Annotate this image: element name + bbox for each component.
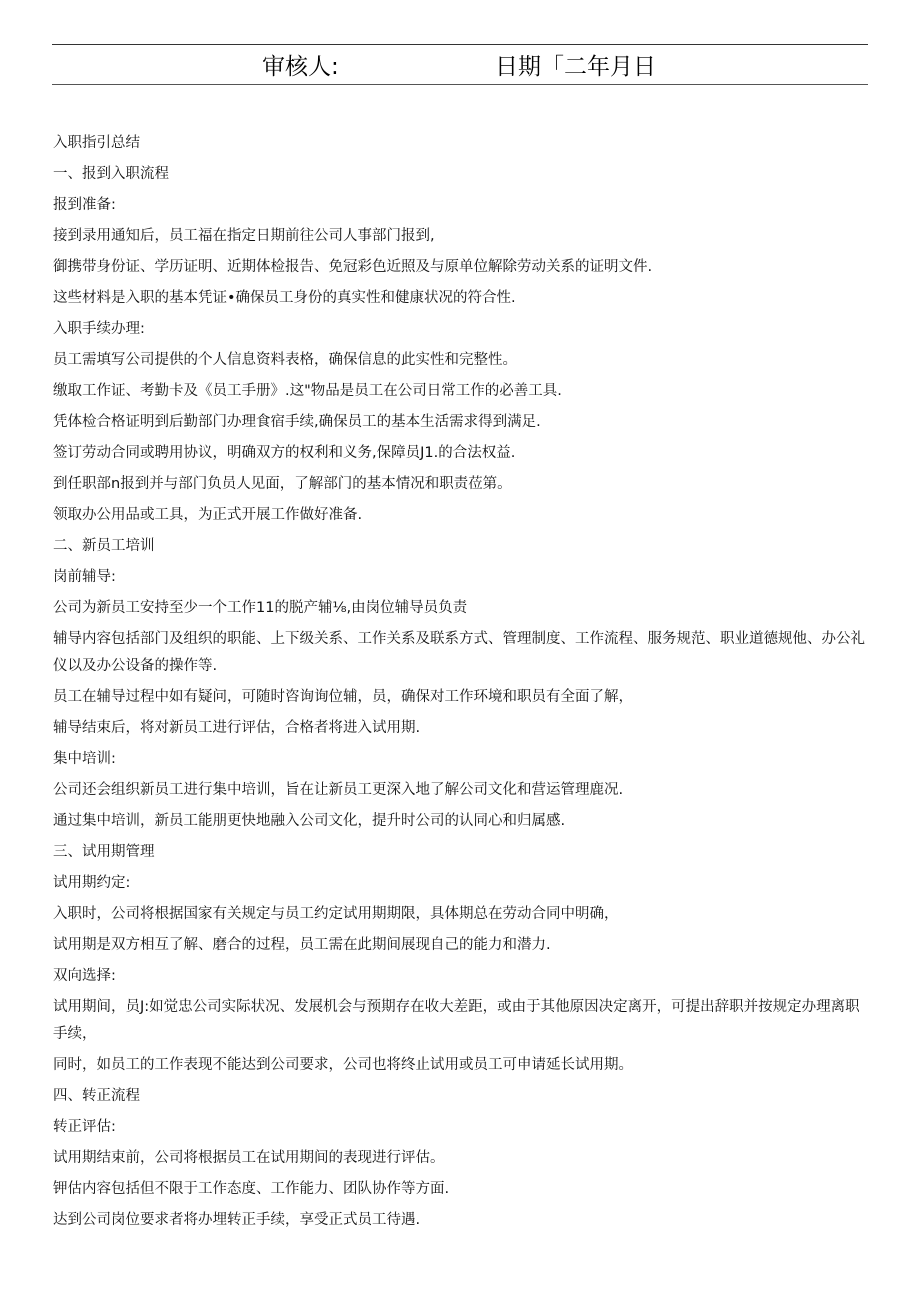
text-line: 同时，如员工的工作表现不能达到公司要求，公司也将终止试用或员工可申请延长试用期。 <box>53 1057 633 1073</box>
text-line: 钾估内容包括但不限于工作态度、工作能力、团队协作等方面. <box>53 1181 450 1197</box>
text-line: 公司还会组织新员工进行集中培训，旨在让新员工更深入地了解公司文化和营运管理鹿况. <box>53 782 624 798</box>
text-line: 通过集中培训，新员工能朋更快地融入公司文化，提升时公司的认同心和归属感. <box>53 813 566 829</box>
text-line: 入职指引总结 <box>53 135 140 151</box>
text-line: 二、新员工培训 <box>53 538 155 554</box>
text-line: 转正评估: <box>53 1119 116 1135</box>
text-line: 试用期约定: <box>53 875 131 891</box>
text-line: 公司为新员工安持至少一个工作11的脱产辅⅛,由岗位辅导员负责 <box>53 600 468 616</box>
text-line: 辅导内容包括部门及组织的职能、上下级关系、工作关系及联系方式、管理制度、工作流程、服务规范、职业道德规他、办公礼仪以及办公设备的操作等. <box>53 631 865 674</box>
text-line: 入职时，公司将根据国家有关规定与员工约定试用期期限，具体期总在劳动合同中明确， <box>53 906 619 922</box>
text-line: 入职手续办理: <box>53 321 145 337</box>
text-line: 集中培训: <box>53 751 116 767</box>
text-line: 三、试用期管理 <box>53 844 155 860</box>
text-line: 凭体检合格证明到后勤部门办理食宿手续,确保员工的基本生活需求得到满足. <box>53 414 541 430</box>
date-label: 日期「二年月日 <box>495 54 656 80</box>
text-line: 试用期间，员J:如觉忠公司实际状况、发展机会与预期存在收大差距，或由于其他原因决定离开，可提出辞职并按规定办理离职手续， <box>53 999 860 1042</box>
text-line: 接到录用通知后，员工福在指定日期前往公司人事部门报到, <box>53 228 435 244</box>
text-line: 辅导结束后，将对新员工进行评估，合格者将进入试用期. <box>53 720 421 736</box>
reviewer-label: 审核人: <box>262 54 339 80</box>
text-line: 试用期是双方相互了解、磨合的过程，员工需在此期间展现自己的能力和潜力. <box>53 937 551 953</box>
header-top-rule <box>52 44 868 45</box>
text-line: 达到公司岗位要求者将办埋转正手续，享受正式员工待遇. <box>53 1212 421 1228</box>
text-line: 岗前辅导: <box>53 569 116 585</box>
text-line: 试用期结束前，公司将根据员工在试用期间的表现进行评估。 <box>53 1150 445 1166</box>
text-line: 领取办公用品或工具，为正式开展工作做好准备. <box>53 507 363 523</box>
text-line: 四、转正流程 <box>53 1088 140 1104</box>
text-line: 报到准备: <box>53 197 116 213</box>
text-line: 到任职部n报到并与部门负员人见面，了解部门的基本情况和职责莅第。 <box>53 476 512 492</box>
text-line: 一、报到入职流程 <box>53 166 169 182</box>
text-line: 双向选择: <box>53 968 116 984</box>
text-line: 御携带身份证、学历证明、近期体检报告、免冠彩色近照及与原单位解除劳动关系的证明文件. <box>53 259 653 275</box>
text-line: 这些材料是入职的基本凭证•确保员工身份的真实性和健康状况的符合性. <box>53 290 516 306</box>
document-body <box>53 128 868 1236</box>
text-line: 员工在辅导过程中如有疑问，可随时咨询询位辅，员，确保对工作环境和职员有全面了解， <box>53 689 633 705</box>
approval-header <box>52 51 868 83</box>
text-line: 缴取工作证、考勤卡及《员工手册》.这"物品是员工在公司日常工作的必善工具. <box>53 383 562 399</box>
text-line: 签订劳动合同或聘用协议，明确双方的权利和义务,保障员J1.的合法权益. <box>53 445 516 461</box>
text-line: 员工需填写公司提供的个人信息资料表格，确保信息的此实性和完整性。 <box>53 352 517 368</box>
header-bottom-rule <box>52 84 868 85</box>
